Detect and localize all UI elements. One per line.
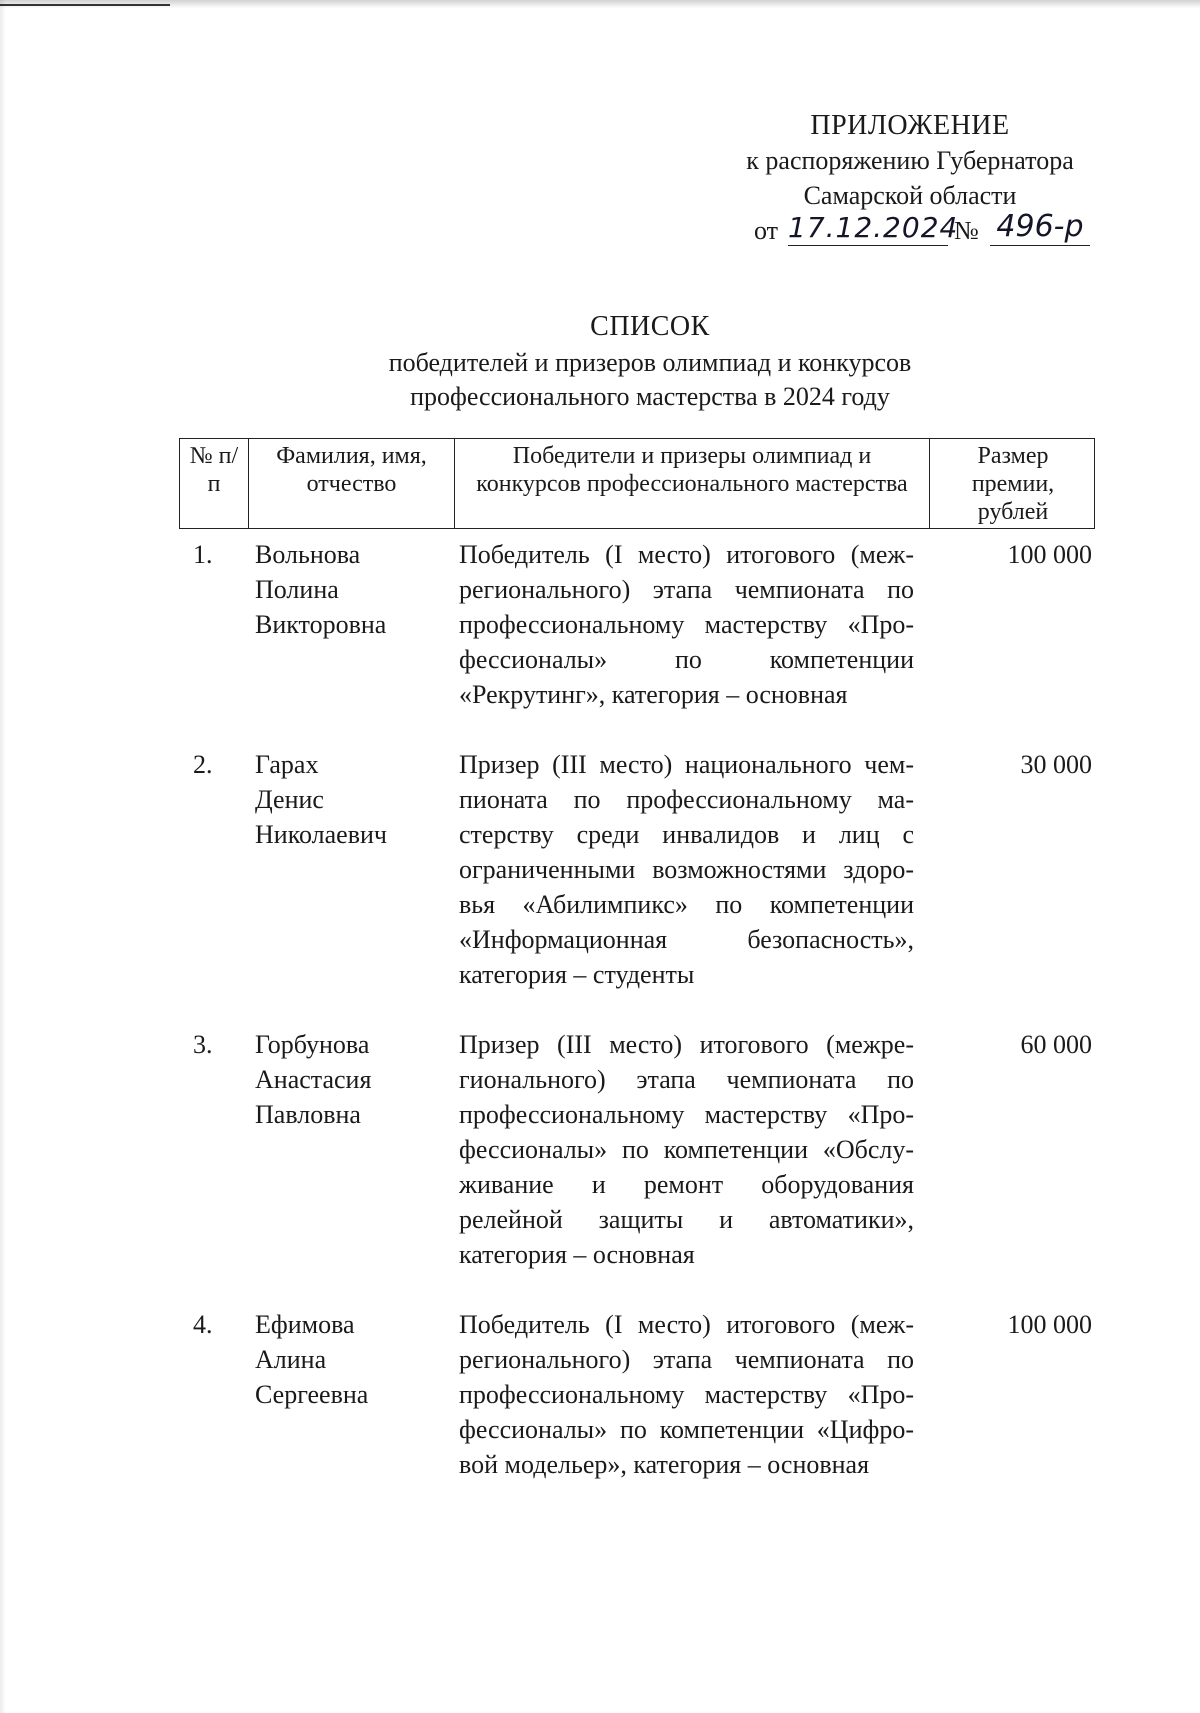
patronymic: Павловна bbox=[255, 1100, 361, 1129]
first-name: Полина bbox=[255, 575, 339, 604]
row-number: 1. bbox=[193, 540, 213, 569]
appendix-line-2: Самарской области bbox=[803, 181, 1017, 210]
header-number: № п/п bbox=[189, 443, 239, 497]
row-prize: 100 000 bbox=[1007, 540, 1092, 569]
row-prize: 60 000 bbox=[1020, 1030, 1092, 1059]
achievement-line: гионального) этапа чемпионата по bbox=[459, 1065, 914, 1094]
achievement-line: пионата по профессиональному ма- bbox=[459, 785, 914, 814]
achievement-line: «Информационная безопасность», bbox=[459, 925, 914, 954]
row-prize: 30 000 bbox=[1020, 750, 1092, 779]
achievement-line: вья «Абилимпикс» по компетенции bbox=[459, 890, 914, 919]
row-achievement bbox=[453, 747, 928, 992]
row-achievement bbox=[453, 537, 928, 712]
appendix-dateline bbox=[700, 209, 1120, 253]
handwritten-number: 496-р bbox=[990, 209, 1090, 246]
list-title bbox=[250, 310, 1050, 414]
patronymic: Сергеевна bbox=[255, 1380, 369, 1409]
first-name: Денис bbox=[255, 785, 324, 814]
number-sign: № bbox=[954, 216, 979, 245]
table-row bbox=[179, 1307, 1095, 1482]
achievement-line: стерству среди инвалидов и лиц с bbox=[459, 820, 914, 849]
header-achievement: Победители и призеры олимпиад и конкурсов профессионального мастерства bbox=[454, 439, 929, 528]
achievement-line: «Рекрутинг», категория – основная bbox=[459, 680, 848, 709]
table-header bbox=[179, 438, 1095, 529]
winners-table bbox=[179, 438, 1095, 1482]
row-achievement bbox=[453, 1307, 928, 1482]
row-achievement bbox=[453, 1027, 928, 1272]
achievement-line: фессионалы» по компетенции bbox=[459, 645, 914, 674]
appendix-line-1: к распоряжению Губернатора bbox=[746, 146, 1074, 175]
appendix-header bbox=[700, 108, 1120, 253]
scan-edge-line bbox=[0, 4, 170, 6]
first-name: Алина bbox=[255, 1345, 327, 1374]
table-row bbox=[179, 1027, 1095, 1272]
achievement-line: Победитель (I место) итогового (меж- bbox=[459, 540, 914, 569]
handwritten-date: 17.12.2024 bbox=[788, 211, 959, 244]
achievement-line: профессиональному мастерству «Про- bbox=[459, 610, 914, 639]
scan-edge-shadow bbox=[0, 0, 1200, 14]
row-name bbox=[247, 1307, 453, 1482]
achievement-line: Призер (III место) итогового (межре- bbox=[459, 1030, 914, 1059]
table-row bbox=[179, 747, 1095, 992]
achievement-line: ограниченными возможностями здоро- bbox=[459, 855, 914, 884]
achievement-line: регионального) этапа чемпионата по bbox=[459, 1345, 914, 1374]
achievement-line: вой модельер», категория – основная bbox=[459, 1450, 870, 1479]
last-name: Гарах bbox=[255, 750, 319, 779]
first-name: Анастасия bbox=[255, 1065, 372, 1094]
achievement-line: Победитель (I место) итогового (меж- bbox=[459, 1310, 914, 1339]
date-prefix: от bbox=[754, 216, 779, 245]
row-prize: 100 000 bbox=[1007, 1310, 1092, 1339]
last-name: Вольнова bbox=[255, 540, 361, 569]
header-prize: Размер премии, рублей bbox=[929, 439, 1096, 528]
achievement-line: категория – основная bbox=[459, 1240, 695, 1269]
list-subtitle-2: профессионального мастерства в 2024 году bbox=[410, 382, 890, 411]
row-name bbox=[247, 747, 453, 992]
achievement-line: фессионалы» по компетенции «Обслу- bbox=[459, 1135, 914, 1164]
achievement-line: живание и ремонт оборудования bbox=[459, 1170, 914, 1199]
scan-left-shadow bbox=[0, 0, 6, 1713]
row-number: 4. bbox=[193, 1310, 213, 1339]
table-row bbox=[179, 537, 1095, 712]
row-name bbox=[247, 1027, 453, 1272]
achievement-line: категория – студенты bbox=[459, 960, 695, 989]
achievement-line: релейной защиты и автоматики», bbox=[459, 1205, 914, 1234]
achievement-line: регионального) этапа чемпионата по bbox=[459, 575, 914, 604]
achievement-line: фессионалы» по компетенции «Цифро- bbox=[459, 1415, 914, 1444]
row-number: 3. bbox=[193, 1030, 213, 1059]
achievement-line: Призер (III место) национального чем- bbox=[459, 750, 914, 779]
patronymic: Викторовна bbox=[255, 610, 387, 639]
achievement-line: профессиональному мастерству «Про- bbox=[459, 1100, 914, 1129]
achievement-line: профессиональному мастерству «Про- bbox=[459, 1380, 914, 1409]
appendix-title: ПРИЛОЖЕНИЕ bbox=[810, 110, 1010, 141]
list-subtitle-1: победителей и призеров олимпиад и конкурсов bbox=[388, 348, 912, 377]
header-name: Фамилия, имя, отчество bbox=[248, 439, 454, 528]
list-heading: СПИСОК bbox=[590, 311, 710, 342]
row-name bbox=[247, 537, 453, 712]
patronymic: Николаевич bbox=[255, 820, 387, 849]
last-name: Горбунова bbox=[255, 1030, 370, 1059]
last-name: Ефимова bbox=[255, 1310, 355, 1339]
row-number: 2. bbox=[193, 750, 213, 779]
